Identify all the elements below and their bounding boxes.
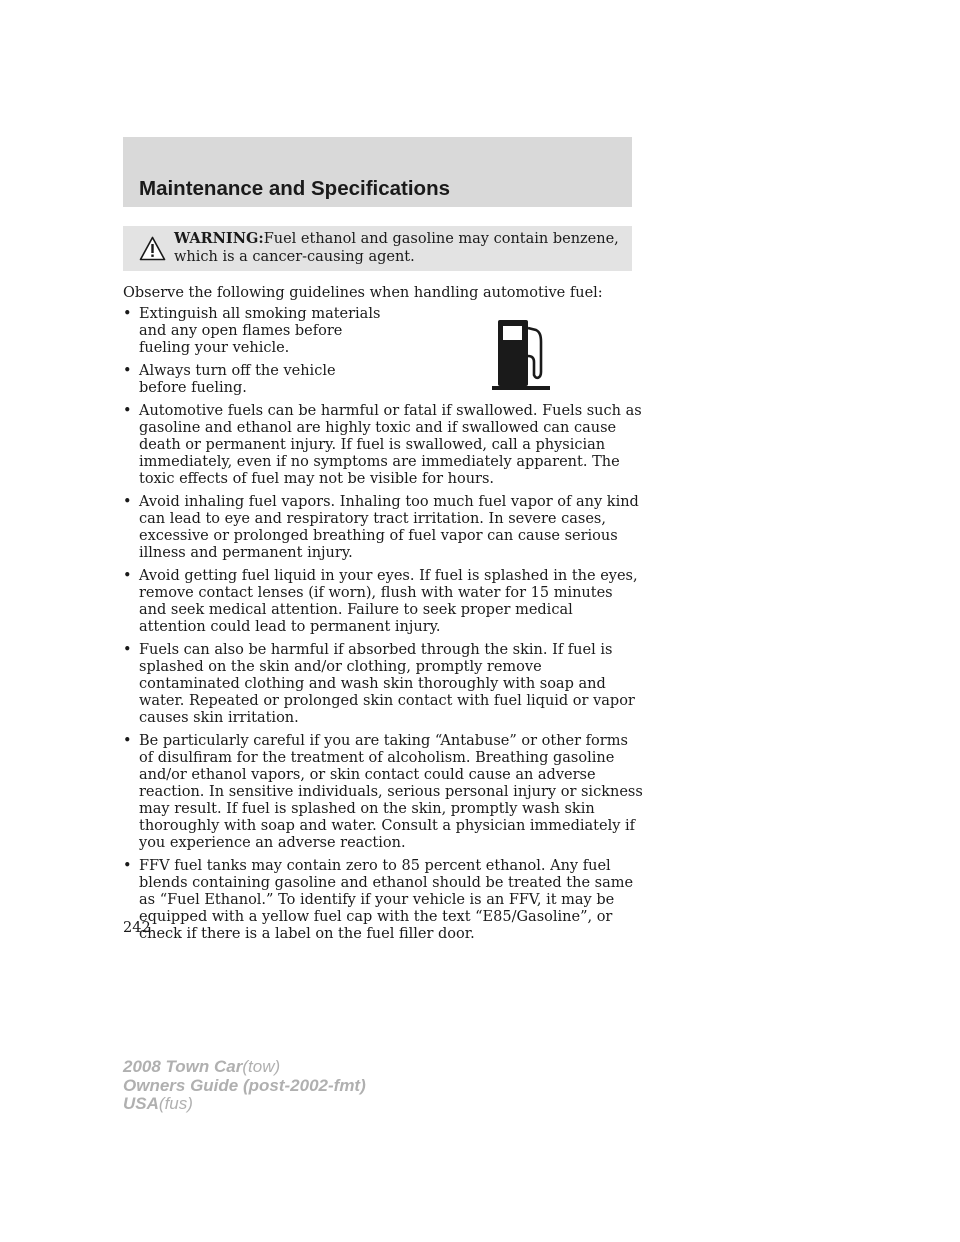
warning-text bbox=[174, 230, 624, 266]
list-item: • Fuels can also be harmful if absorbed through the skin. If fuel is splashed on the skin and/or clothing, promptly remove contaminated clothing and wash skin thoroughly with soap and water. Repeated or prolonged skin contact with fuel liquid or vapor causes skin irritation. bbox=[123, 642, 635, 726]
document-footer bbox=[123, 1058, 366, 1114]
list-item: • Avoid inhaling fuel vapors. Inhaling too much fuel vapor of any kind can lead to eye and respiratory tract irritation. In severe cases, excessive or prolonged breathing of fuel vapor can cause serious illness and permanent injury. bbox=[123, 494, 639, 561]
page-number: 242 bbox=[123, 920, 151, 936]
warning-triangle-icon bbox=[139, 236, 166, 261]
list-item: • Avoid getting fuel liquid in your eyes. If fuel is splashed in the eyes, remove contact lenses (if worn), flush with water for 15 minutes and seek medical attention. Failure to seek proper medical attention could lead to permanent injury. bbox=[123, 568, 638, 635]
footer-line-guide: Owners Guide (post-2002-fmt) bbox=[123, 1075, 366, 1095]
section-header bbox=[123, 137, 632, 207]
list-item: • Automotive fuels can be harmful or fatal if swallowed. Fuels such as gasoline and ethanol are highly toxic and if swallowed can cause death or permanent injury. If fuel is swallowed, call a physician immediately, even if no symptoms are immediately apparent. The toxic effects of fuel may not be visible for hours. bbox=[123, 403, 642, 487]
intro-paragraph: Observe the following guidelines when handling automotive fuel: bbox=[123, 285, 603, 301]
warning-message: Fuel ethanol and gasoline may contain benzene, which is a cancer-causing agent. bbox=[174, 231, 619, 265]
list-item: • Always turn off the vehicle before fueling. bbox=[123, 363, 336, 396]
footer-line-market: USA(fus) bbox=[123, 1094, 193, 1113]
warning-label: WARNING: bbox=[174, 230, 264, 247]
fuel-guidelines-list bbox=[123, 306, 643, 949]
section-title: Maintenance and Specifications bbox=[139, 177, 450, 200]
list-item: • Extinguish all smoking materials and any open flames before fueling your vehicle. bbox=[123, 306, 381, 356]
footer-line-model: 2008 Town Car(tow) bbox=[123, 1057, 281, 1076]
warning-box bbox=[123, 226, 632, 271]
list-item: • Be particularly careful if you are taking “Antabuse” or other forms of disulfiram for the treatment of alcoholism. Breathing gasoline and/or ethanol vapors, or skin contact could cause an adverse reaction. In sensitive individuals, serious personal injury or sickness may result. If fuel is splashed on the skin, promptly wash skin thoroughly with soap and water. Consult a physician immediately if you experience an adverse reaction. bbox=[123, 733, 643, 851]
list-item: • FFV fuel tanks may contain zero to 85 percent ethanol. Any fuel blends containing gasoline and ethanol should be treated the same as “Fuel Ethanol.” To identify if your vehicle is an FFV, it may be equipped with a yellow fuel cap with the text “E85/Gasoline”, or check if there is a label on the fuel filler door. bbox=[123, 858, 634, 942]
